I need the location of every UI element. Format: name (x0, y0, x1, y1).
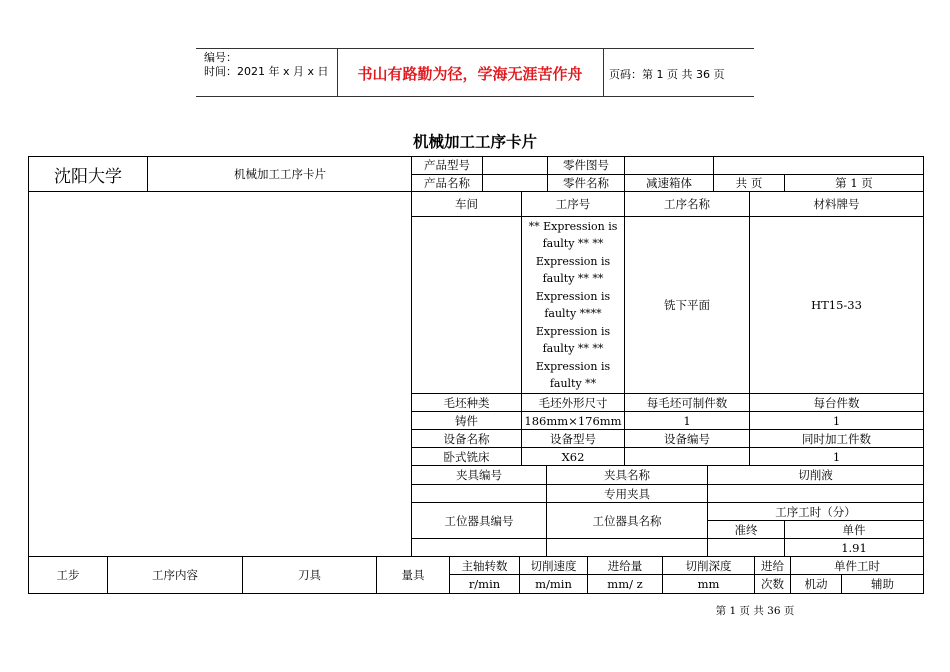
pieces-per-unit-label: 每台件数 (813, 395, 860, 410)
operation-name-header: 工序名称 (664, 197, 710, 211)
passes-header-bottom: 次数 (761, 577, 784, 591)
header-top-rule (196, 48, 754, 49)
blank-size-label: 毛坯外形尺寸 (538, 395, 608, 410)
equipment-model-label: 设备型号 (550, 431, 596, 446)
operation-no-header: 工序号 (555, 197, 591, 211)
machine-time-header: 机动 (804, 577, 828, 591)
university-name: 沈阳大学 (54, 166, 122, 187)
spindle-speed-unit: r/min (468, 577, 501, 591)
part-name-label: 零件名称 (563, 176, 609, 190)
fixture-name-value: 专用夹具 (604, 486, 650, 501)
header-motto: 书山有路勤为径，学海无涯苦作舟 (357, 65, 583, 83)
header-divider (337, 48, 338, 96)
spindle-speed-header: 主轴转数 (461, 558, 508, 573)
station-tool-no-label: 工位器具编号 (444, 513, 514, 528)
material-header: 材料牌号 (813, 197, 860, 211)
operation-time-label: 工序工时（分） (775, 504, 856, 519)
workshop-header: 车间 (455, 197, 478, 211)
header-divider (603, 48, 604, 96)
step-unit-time-header: 单件工时 (834, 558, 880, 573)
passes-header-top: 进给 (761, 558, 784, 573)
unit-time-value: 1.91 (841, 540, 867, 555)
unit-time-label: 单件 (842, 522, 866, 537)
pieces-per-unit-value: 1 (832, 413, 841, 428)
step-header: 工步 (56, 568, 80, 582)
simultaneous-pieces-value: 1 (832, 449, 841, 464)
fixture-name-label: 夹具名称 (604, 468, 650, 482)
gauge-header: 量具 (401, 568, 425, 582)
pieces-per-blank-value: 1 (683, 413, 691, 428)
document-time-label: 时间：2021 年 x 月 x 日 (204, 65, 329, 78)
feed-header: 进给量 (607, 558, 643, 573)
product-model-label: 产品型号 (424, 158, 470, 172)
depth-unit: mm (697, 577, 720, 591)
total-pages: 共 页 (735, 176, 763, 190)
header-info (204, 51, 329, 79)
page-footer: 第 1 页 共 36 页 (715, 605, 795, 617)
fixture-no-label: 夹具编号 (456, 468, 502, 482)
operation-no-value: ** Expression is faulty ** ** Expression is faulty ** ** Expression is faulty **** Expression is faulty ** ** Expression is faulty ** (528, 219, 618, 390)
coolant-label: 切削液 (798, 468, 833, 482)
depth-header: 切削深度 (685, 558, 732, 573)
equipment-name-value: 卧式铣床 (443, 449, 490, 464)
header-bottom-rule (196, 96, 754, 97)
station-tool-name-label: 工位器具名称 (592, 513, 662, 528)
operation-name-value: 铣下平面 (664, 298, 710, 312)
blank-type-label: 毛坯种类 (443, 395, 490, 410)
card-name: 机械加工工序卡片 (234, 167, 326, 181)
content-header: 工序内容 (152, 568, 198, 582)
equipment-name-label: 设备名称 (443, 431, 490, 446)
part-name-value: 减速箱体 (646, 176, 692, 190)
page-number: 第 1 页 (835, 176, 873, 190)
page-title: 机械加工工序卡片 (412, 133, 537, 151)
blank-type-value: 铸件 (455, 413, 478, 428)
simultaneous-pieces-label: 同时加工件数 (802, 431, 871, 446)
equipment-model-value: X62 (561, 449, 585, 464)
feed-unit: mm/ z (607, 577, 643, 591)
aux-time-header: 辅助 (871, 577, 894, 591)
pieces-per-blank-label: 每毛坯可制件数 (646, 395, 728, 410)
product-name-label: 产品名称 (424, 176, 470, 190)
tool-header: 刀具 (298, 568, 321, 582)
cutting-speed-header: 切削速度 (530, 558, 577, 573)
equipment-no-label: 设备编号 (664, 431, 710, 446)
part-drawing-no-label: 零件图号 (563, 158, 609, 172)
material-value: HT15-33 (811, 298, 862, 312)
prep-time-label: 准终 (734, 522, 758, 537)
cutting-speed-unit: m/min (535, 577, 572, 591)
blank-size-value: 186mm×176mm (524, 413, 622, 428)
document-number-label: 编号： (204, 51, 237, 64)
header-page-number: 页码：第 1 页 共 36 页 (609, 68, 725, 81)
